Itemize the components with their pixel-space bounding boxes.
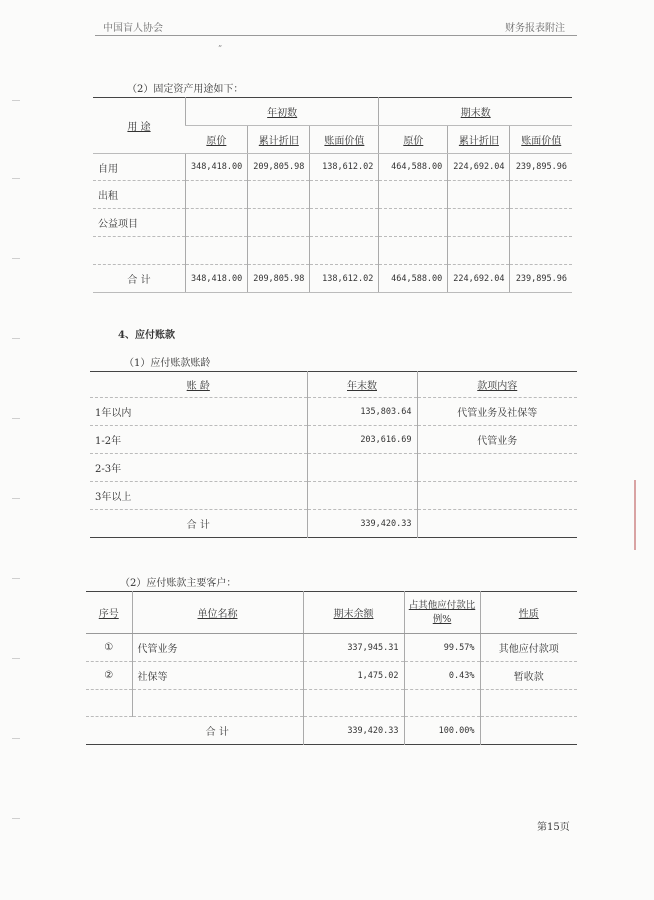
aging-title: （1）应付账款账龄 <box>124 358 211 369</box>
cell-value <box>448 209 510 237</box>
ratio-cell: 99.57% <box>404 634 480 662</box>
no-cell <box>86 717 132 745</box>
cell-value: 348,418.00 <box>186 154 248 181</box>
balance-cell: 339,420.33 <box>303 717 404 745</box>
header-rule <box>95 35 577 36</box>
cell-value: 224,692.04 <box>448 154 510 181</box>
customers-title: （2）应付账款主要客户： <box>120 578 237 589</box>
col-header: 原价 <box>379 126 448 154</box>
ratio-cell <box>404 690 480 717</box>
row-label: 自用 <box>93 154 186 181</box>
cell-value: 239,895.96 <box>510 265 572 293</box>
col-header: 单位名称 <box>132 592 303 634</box>
balance-cell <box>303 690 404 717</box>
total-row <box>93 265 572 293</box>
col-header: 性质 <box>480 592 577 634</box>
col-header: 年末数 <box>307 372 417 398</box>
usage-header: 用 途 <box>93 98 186 154</box>
no-cell <box>86 690 132 717</box>
cell-value <box>448 237 510 265</box>
table-row <box>93 181 572 209</box>
cell-value <box>248 181 310 209</box>
cell-value: 209,805.98 <box>248 265 310 293</box>
margin-tick <box>12 100 20 101</box>
table-row <box>86 690 577 717</box>
page-number: 第15页 <box>537 822 570 833</box>
name-cell: 代管业务 <box>132 634 303 662</box>
payables-title: 4、应付账款 <box>118 330 175 341</box>
cell-value <box>186 181 248 209</box>
no-cell: ② <box>86 662 132 690</box>
content-cell: 代管业务及社保等 <box>417 398 577 426</box>
aging-table <box>90 371 577 538</box>
cell-value <box>379 209 448 237</box>
col-header: 款项内容 <box>417 372 577 398</box>
cell-value: 464,588.00 <box>379 154 448 181</box>
customers-table <box>86 591 577 745</box>
total-label: 合 计 <box>93 265 186 293</box>
margin-tick <box>12 738 20 739</box>
cell-value: 138,612.02 <box>310 265 379 293</box>
cell-value <box>510 237 572 265</box>
cell-value <box>448 181 510 209</box>
margin-tick <box>12 258 20 259</box>
table-row <box>86 634 577 662</box>
total-label: 合 计 <box>90 510 307 538</box>
fixed-assets-table <box>93 97 572 293</box>
name-cell <box>132 690 303 717</box>
table-row <box>90 398 577 426</box>
table-row <box>93 209 572 237</box>
total-row <box>90 510 577 538</box>
age-cell: 1-2年 <box>90 426 307 454</box>
table-row <box>93 237 572 265</box>
margin-tick <box>12 818 20 819</box>
nature-cell <box>480 717 577 745</box>
cell-value: 209,805.98 <box>248 154 310 181</box>
amount-cell <box>307 454 417 482</box>
content-cell <box>417 454 577 482</box>
header-org: 中国盲人协会 <box>103 23 163 34</box>
cell-value: 224,692.04 <box>448 265 510 293</box>
name-cell: 社保等 <box>132 662 303 690</box>
cell-value <box>310 209 379 237</box>
header-doc-type: 财务报表附注 <box>505 23 565 34</box>
col-header: 序号 <box>86 592 132 634</box>
cell-value <box>248 209 310 237</box>
total-row <box>86 717 577 745</box>
col-header: 原价 <box>186 126 248 154</box>
balance-cell: 1,475.02 <box>303 662 404 690</box>
cell-value: 239,895.96 <box>510 154 572 181</box>
table-row <box>93 154 572 181</box>
group-end-header: 期末数 <box>379 98 572 126</box>
content-cell: 代管业务 <box>417 426 577 454</box>
row-label: 公益项目 <box>93 209 186 237</box>
margin-tick <box>12 578 20 579</box>
content-cell <box>417 510 577 538</box>
margin-tick <box>12 418 20 419</box>
table-row <box>90 482 577 510</box>
col-header: 账面价值 <box>510 126 572 154</box>
amount-cell: 339,420.33 <box>307 510 417 538</box>
nature-cell <box>480 690 577 717</box>
amount-cell: 203,616.69 <box>307 426 417 454</box>
cell-value <box>510 181 572 209</box>
col-header: 期末余额 <box>303 592 404 634</box>
cell-value <box>248 237 310 265</box>
margin-tick <box>12 658 20 659</box>
col-header: 累计折旧 <box>248 126 310 154</box>
col-header: 账 龄 <box>90 372 307 398</box>
table-row <box>90 454 577 482</box>
age-cell: 3年以上 <box>90 482 307 510</box>
amount-cell <box>307 482 417 510</box>
total-label: 合 计 <box>132 717 303 745</box>
margin-tick <box>12 338 20 339</box>
cell-value: 348,418.00 <box>186 265 248 293</box>
cell-value <box>510 209 572 237</box>
content-cell <box>417 482 577 510</box>
stray-mark: ” <box>218 44 223 53</box>
cell-value <box>379 181 448 209</box>
cell-value: 138,612.02 <box>310 154 379 181</box>
table-row <box>86 662 577 690</box>
ratio-cell: 0.43% <box>404 662 480 690</box>
row-label <box>93 237 186 265</box>
col-header: 累计折旧 <box>448 126 510 154</box>
cell-value <box>379 237 448 265</box>
edge-stain <box>634 480 636 550</box>
balance-cell: 337,945.31 <box>303 634 404 662</box>
col-header: 占其他应付款比例% <box>404 592 480 634</box>
cell-value: 464,588.00 <box>379 265 448 293</box>
fixed-assets-title: （2）固定资产用途如下： <box>127 84 244 95</box>
group-begin-header: 年初数 <box>186 98 379 126</box>
no-cell: ① <box>86 634 132 662</box>
age-cell: 1年以内 <box>90 398 307 426</box>
age-cell: 2-3年 <box>90 454 307 482</box>
margin-tick <box>12 178 20 179</box>
cell-value <box>310 237 379 265</box>
row-label: 出租 <box>93 181 186 209</box>
ratio-cell: 100.00% <box>404 717 480 745</box>
cell-value <box>186 237 248 265</box>
table-row <box>90 426 577 454</box>
amount-cell: 135,803.64 <box>307 398 417 426</box>
cell-value <box>186 209 248 237</box>
nature-cell: 暂收款 <box>480 662 577 690</box>
cell-value <box>310 181 379 209</box>
nature-cell: 其他应付款项 <box>480 634 577 662</box>
margin-tick <box>12 498 20 499</box>
col-header: 账面价值 <box>310 126 379 154</box>
